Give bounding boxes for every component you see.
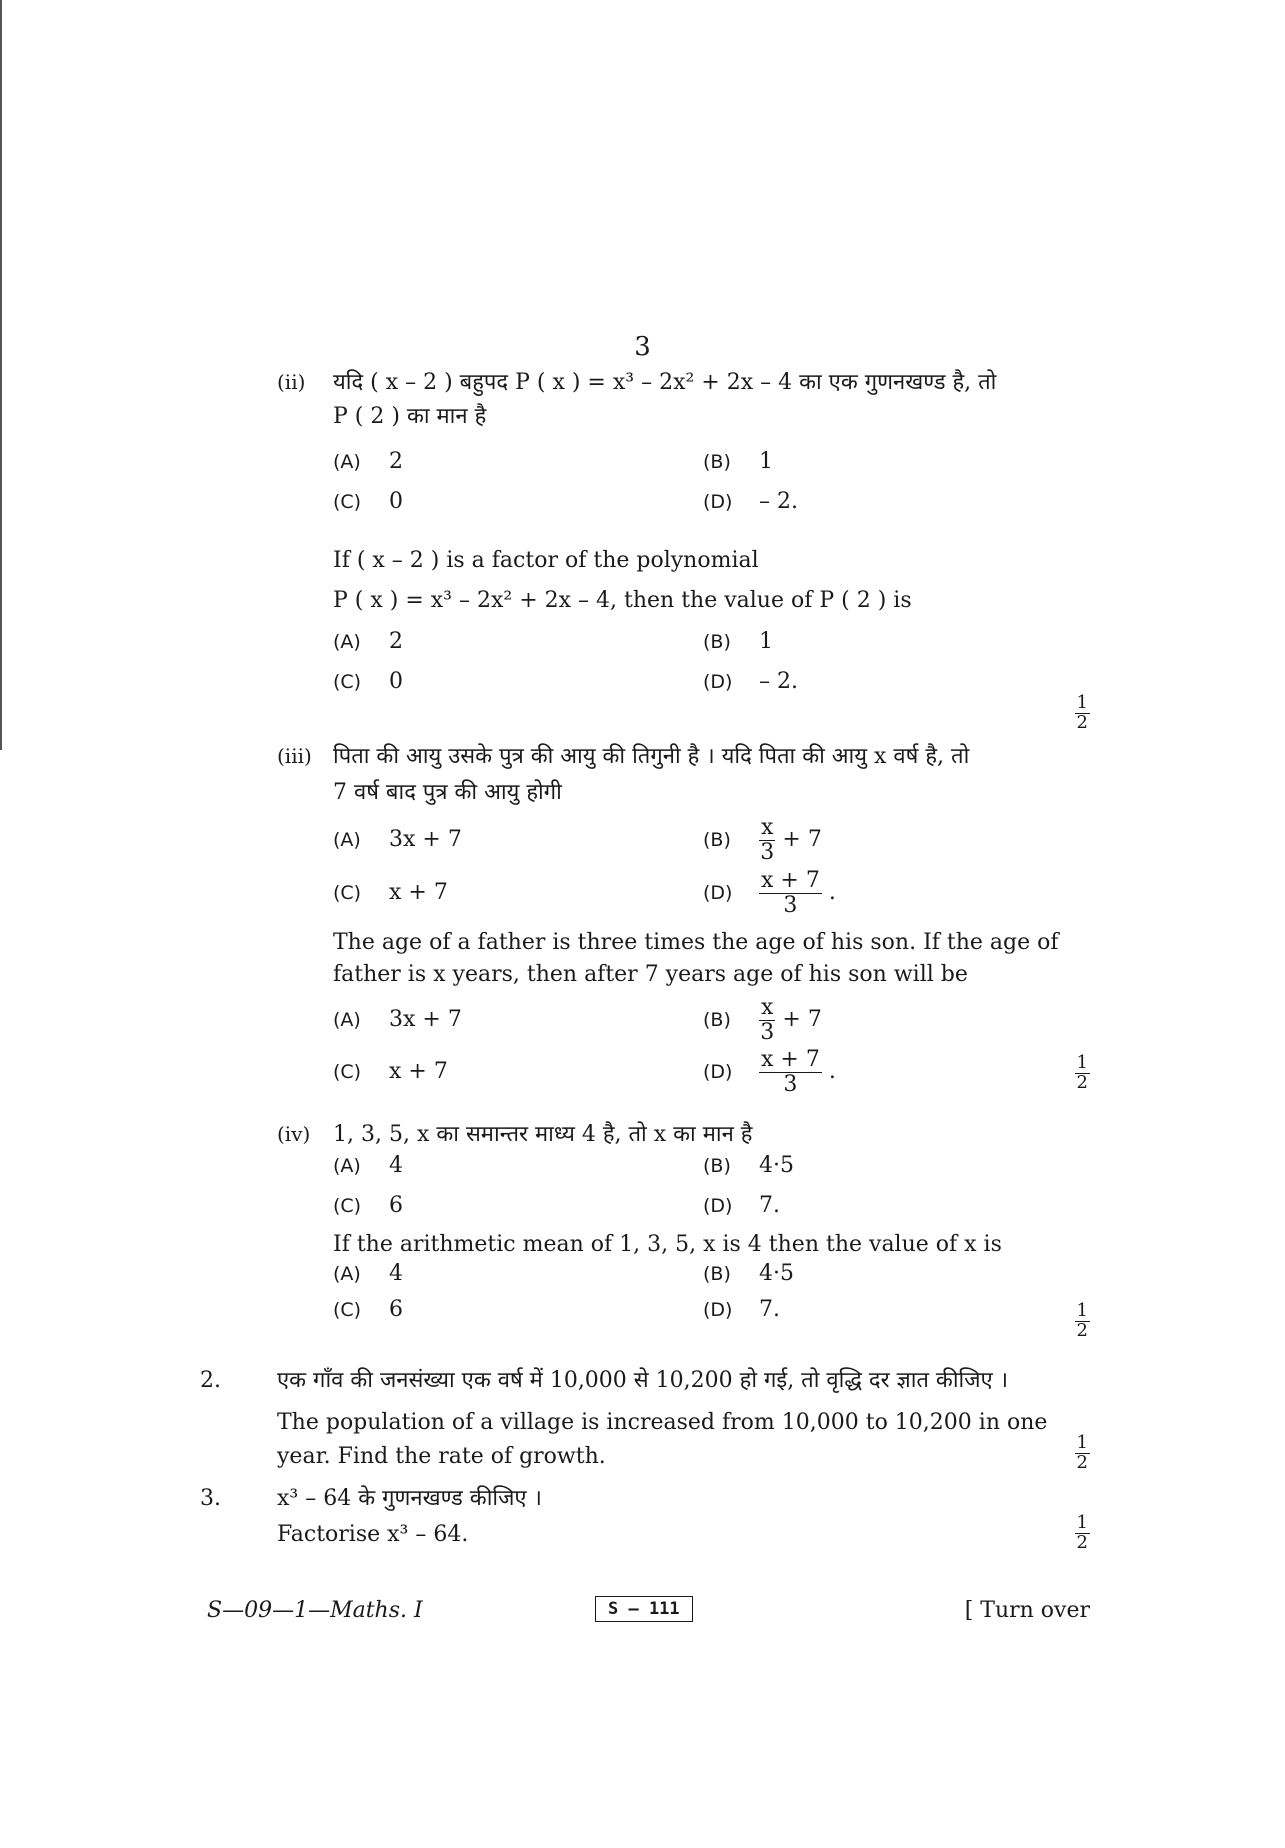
option-a: (A) 3x + 7 [333,1007,462,1032]
paper-code: S—09—1—Maths. I [207,1598,423,1623]
marks: 1 2 [1076,1300,1088,1341]
option-row [333,864,1090,922]
option-c: (C) x + 7 [333,1059,448,1084]
option-b: (B) $\frac{x}{3}$ + 7 [703,815,822,865]
series-code-box: S – 111 [595,1596,693,1622]
option-c: (C) 6 [333,1297,403,1322]
option-d: (D) – 2. [703,669,798,694]
scan-edge-line [0,0,2,750]
options-hindi [200,442,1090,522]
page-footer [207,1598,1090,1628]
marks: 1 2 [1076,1512,1088,1553]
hindi-line-2: P ( 2 ) का मान है [333,404,487,429]
marks: 1 2 [1076,1052,1088,1093]
english-line-2: father is x years, then after 7 years age of his son will be [333,962,968,987]
option-b: (B) 1 [703,629,773,654]
hindi-line-1: 1, 3, 5, x का समान्तर माध्य 4 है, तो x का मान है [333,1122,753,1147]
option-row [333,1146,1090,1186]
option-row [333,482,1090,522]
question-1-ii [200,372,1090,746]
question-1-iv [200,1124,1090,1370]
english-line-2: P ( x ) = x³ – 2x² + 2x – 4, then the value of P ( 2 ) is [333,588,912,613]
option-d: (D) 7. [703,1297,780,1322]
option-d: (D) 7. [703,1193,780,1218]
option-d: (D) $\frac{x + 7}{3}$ . [703,868,836,918]
option-a: (A) 2 [333,629,403,654]
option-row [333,1044,1090,1100]
options-english [200,622,1090,702]
option-row [333,1256,1090,1292]
option-c: (C) 6 [333,1193,403,1218]
option-a: (A) 2 [333,449,403,474]
option-row [333,442,1090,482]
option-row [333,622,1090,662]
english-line-1: The population of a village is increased from 10,000 to 10,200 in one [277,1410,1048,1435]
question-number: 3. [200,1486,221,1511]
option-a: (A) 3x + 7 [333,827,462,852]
hindi-line-1: यदि ( x – 2 ) बहुपद P ( x ) = x³ – 2x² + 2x – 4 का एक गुणनखण्ड है, तो [333,370,997,395]
option-d: (D) $\frac{x + 7}{3}$ . [703,1047,836,1097]
question-2 [200,1370,1090,1488]
option-row [333,1292,1090,1328]
option-a: (A) 4 [333,1153,403,1178]
hindi-line-2: 7 वर्ष बाद पुत्र की आयु होगी [333,780,562,805]
option-c: (C) 0 [333,669,403,694]
sub-label: (iii) [277,744,312,768]
marks: 1 2 [1076,1432,1088,1473]
option-c: (C) 0 [333,489,403,514]
options-english [200,1256,1090,1328]
sub-label: (iv) [277,1122,311,1146]
english-line-1: The age of a father is three times the age of his son. If the age of [333,930,1059,955]
fraction: $\frac{x + 7}{3}$ [761,868,820,918]
turn-over-note: [ Turn over [964,1598,1090,1623]
question-number: 2. [200,1368,221,1393]
option-b: (B) 1 [703,449,773,474]
fraction: $\frac{x + 7}{3}$ [761,1047,820,1097]
english-line-1: If the arithmetic mean of 1, 3, 5, x is 4 then the value of x is [333,1232,1002,1257]
option-row [333,1186,1090,1226]
fraction: $\frac{x}{3}$ [760,815,775,865]
hindi-line-1: पिता की आयु उसके पुत्र की आयु की तिगुनी है । यदि पिता की आयु x वर्ष है, तो [333,744,970,769]
option-row [333,662,1090,702]
hindi-text: x³ – 64 के गुणनखण्ड कीजिए । [277,1486,542,1511]
marks: 1 2 [1076,692,1088,733]
english-line-1: If ( x – 2 ) is a factor of the polynomial [333,548,759,573]
option-row [333,996,1090,1044]
option-b: (B) 4·5 [703,1153,794,1178]
options-english [200,996,1090,1100]
option-b: (B) $\frac{x}{3}$ + 7 [703,995,822,1045]
option-b: (B) 4·5 [703,1261,794,1286]
sub-label: (ii) [277,370,306,394]
fraction: $\frac{x}{3}$ [760,995,775,1045]
page-number: 3 [634,332,651,362]
question-3 [200,1488,1090,1568]
english-text: Factorise x³ – 64. [277,1522,469,1547]
option-c: (C) x + 7 [333,880,448,905]
option-row [333,816,1090,864]
options-hindi [200,816,1090,922]
option-d: (D) – 2. [703,489,798,514]
options-hindi [200,1146,1090,1226]
hindi-text: एक गाँव की जनसंख्या एक वर्ष में 10,000 से 10,200 हो गई, तो वृद्धि दर ज्ञात कीजिए । [277,1368,1009,1393]
english-line-2: year. Find the rate of growth. [277,1444,606,1469]
question-1-iii [200,746,1090,1124]
questions [200,372,1090,1568]
option-a: (A) 4 [333,1261,403,1286]
